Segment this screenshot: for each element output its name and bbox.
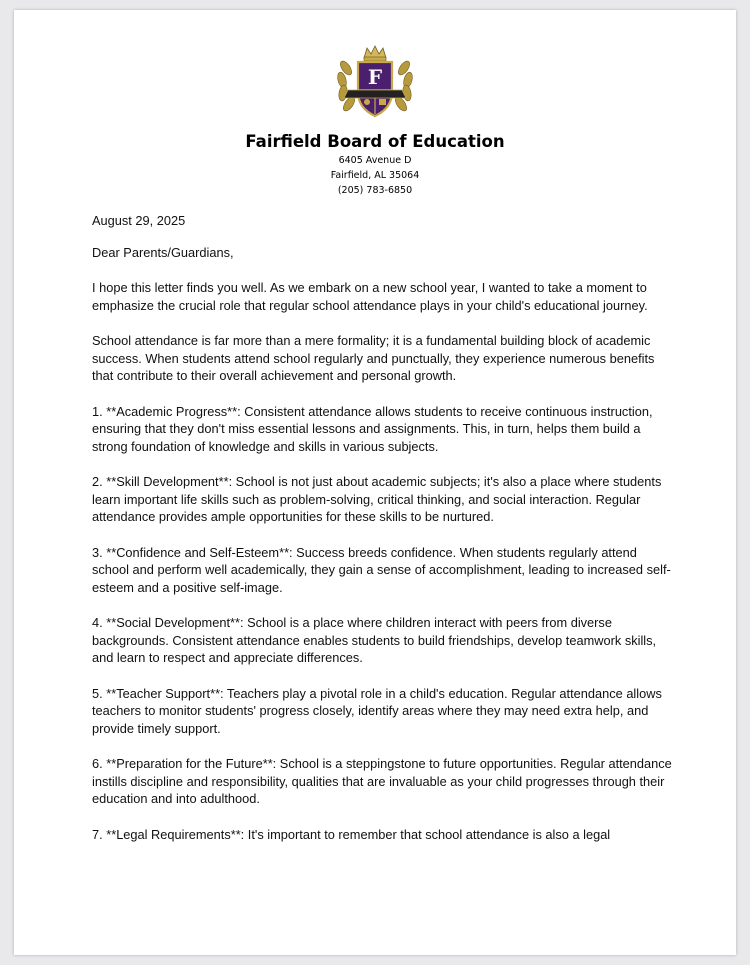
letter-date: August 29, 2025 xyxy=(92,213,186,228)
phone-number: (205) 783-6850 xyxy=(337,185,413,196)
salutation: Dear Parents/Guardians, xyxy=(92,244,234,260)
organization-name: Fairfield Board of Education xyxy=(245,132,505,151)
point-teacher-support: 5. **Teacher Support**: Teachers play a pivotal role in a child's education. Regular attendance allows teachers to monitor students' progress closely, identify areas where they may need extra help, and provide timely support. xyxy=(92,685,662,736)
point-skill-development: 2. **Skill Development**: School is not just about academic subjects; it's also a place where students learn important life skills such as problem-solving, critical thinking, and social interaction. Regular attendance provides ample opportunities for these skills to be nurtured. xyxy=(92,474,662,524)
point-confidence: 3. **Confidence and Self-Esteem**: Success breeds confidence. When students regularly attend school and perform well academically, they gain a sense of accomplishment, leading to increased self-esteem and a positive self-image. xyxy=(92,544,671,595)
attendance-paragraph: School attendance is far more than a mere formality; it is a fundamental building block of academic success. When students attend school regularly and punctually, they experience numerous benefits that contribute to their overall achievement and personal growth. xyxy=(92,333,655,383)
letter-body xyxy=(92,212,677,861)
letter-page xyxy=(14,10,736,955)
point-social-development: 4. **Social Development**: School is a place where children interact with peers from diverse backgrounds. Consistent attendance enables students to build friendships, develop teamwork skills, and learn to respect and appreciate differences. xyxy=(92,615,657,665)
letterhead xyxy=(14,131,736,198)
address-line2: Fairfield, AL 35064 xyxy=(330,170,420,181)
intro-paragraph: I hope this letter finds you well. As we embark on a new school year, I wanted to take a moment to emphasize the crucial role that regular school attendance plays in your child's educational journey. xyxy=(92,280,648,313)
point-academic-progress: 1. **Academic Progress**: Consistent attendance allows students to receive continuous instruction, ensuring that they don't miss essential lessons and assignments. This, in turn, helps them build a strong foundation of knowledge and skills in various subjects. xyxy=(92,403,653,454)
address-line1: 6405 Avenue D xyxy=(338,155,412,166)
school-crest-icon xyxy=(334,44,416,124)
crest-letter: F xyxy=(367,65,383,89)
point-preparation-future: 6. **Preparation for the Future**: School is a steppingstone to future opportunities. Regular attendance instills discipline and responsibility, qualities that are invaluable as your child progresses through their education and into adulthood. xyxy=(92,756,672,806)
point-legal-requirements: 7. **Legal Requirements**: It's important to remember that school attendance is also a legal xyxy=(92,826,611,842)
